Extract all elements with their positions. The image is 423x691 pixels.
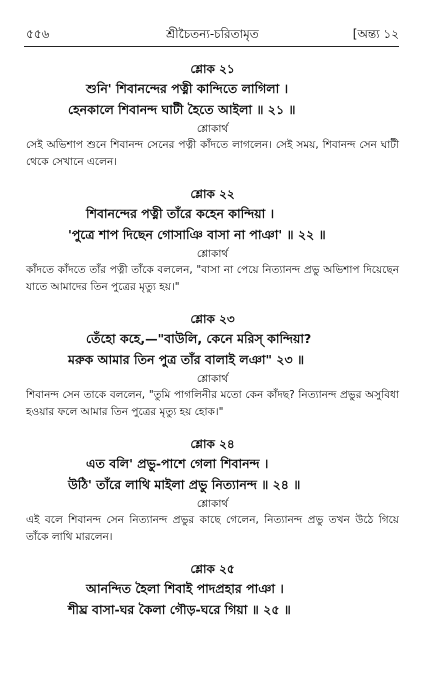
translation-text: শিবানন্দ সেন তাকে বললেন, "তুমি পাগলিনীর মতো কেন কাঁদছ? নিত্যানন্দ প্রভুর অসুবিধা হওয়ার ফলে আমার তিন পুত্রের মৃত্যু হয় হোক।" bbox=[26, 389, 399, 418]
translation-heading: শ্লোকার্থ bbox=[196, 248, 229, 260]
translation-text: কাঁদতে কাঁদতে তাঁর পত্নী তাঁকে বললেন, "বাসা না পেয়ে নিত্যানন্দ প্রভু অভিশাপ দিয়েছেন যাতে আমাদের তিন পুত্রের মৃত্যু হয়।" bbox=[26, 264, 399, 293]
page-number: ৫৫৬ bbox=[26, 27, 50, 41]
verse-line: 'পুত্রে শাপ দিছেন গোসাঞি বাসা না পাঞা' ॥ ২২ ॥ bbox=[68, 227, 326, 242]
sloka-heading: শ্লোক ২৪ bbox=[190, 437, 235, 451]
verse-line: এত বলি' প্রভু-পাশে গেলা শিবানন্দ । bbox=[86, 456, 269, 471]
translation-heading: শ্লোকার্থ bbox=[196, 373, 229, 385]
translation-text: এই বলে শিবানন্দ সেন নিত্যানন্দ প্রভুর কাছে গেলেন, নিত্যানন্দ প্রভু তখন উঠে গিয়ে তাঁকে লাথি মারলেন। bbox=[26, 514, 399, 543]
sloka-block bbox=[26, 60, 399, 171]
section-label: [অন্ত্য ১২ bbox=[352, 27, 399, 41]
sloka-block bbox=[26, 185, 399, 296]
translation-heading: শ্লোকার্থ bbox=[196, 498, 229, 510]
verse-line: হেনকালে শিবানন্দ ঘাটী হৈতে আইলা ॥ ২১ ॥ bbox=[68, 102, 296, 117]
verse-line: শিবানন্দের পত্নী তাঁরে কহেন কান্দিয়া । bbox=[86, 206, 275, 221]
verse-line: শীঘ্র বাসা-ঘর কৈলা গৌড়-ঘরে গিয়া ॥ ২৫ ॥ bbox=[68, 602, 291, 617]
translation-text: সেই অভিশাপ শুনে শিবানন্দ সেনের পত্নী কাঁদতে লাগলেন। সেই সময়, শিবানন্দ সেন ঘাটী থেকে সেখানে এলেন। bbox=[26, 139, 399, 168]
running-header bbox=[26, 26, 399, 48]
verse-line: উঠি' তাঁরে লাথি মাইলা প্রভু নিত্যানন্দ ॥ ২৪ ॥ bbox=[68, 477, 301, 492]
translation-heading: শ্লোকার্থ bbox=[196, 123, 229, 135]
sloka-block bbox=[26, 310, 399, 421]
sloka-block bbox=[26, 435, 399, 546]
verse-line: আনন্দিত হৈলা শিবাই পাদপ্রহার পাঞা । bbox=[86, 581, 284, 596]
page-content bbox=[26, 52, 399, 620]
sloka-heading: শ্লোক ২৫ bbox=[190, 562, 235, 576]
book-title: শ্রীচৈতন্য-চরিতামৃত bbox=[166, 27, 259, 41]
sloka-heading: শ্লোক ২১ bbox=[190, 62, 235, 76]
sloka-heading: শ্লোক ২৩ bbox=[190, 312, 235, 326]
verse-line: তেঁহো কহে,—"বাউলি, কেনে মরিস্ কান্দিয়া? bbox=[86, 331, 312, 346]
sloka-heading: শ্লোক ২২ bbox=[190, 187, 235, 201]
header-rule bbox=[24, 46, 399, 47]
verse-line: মরুক আমার তিন পুত্র তাঁর বালাই লঞা" ২৩ ॥ bbox=[68, 352, 305, 367]
verse-line: শুনি' শিবানন্দের পত্নী কান্দিতে লাগিলা । bbox=[86, 81, 289, 96]
sloka-block bbox=[26, 560, 399, 620]
